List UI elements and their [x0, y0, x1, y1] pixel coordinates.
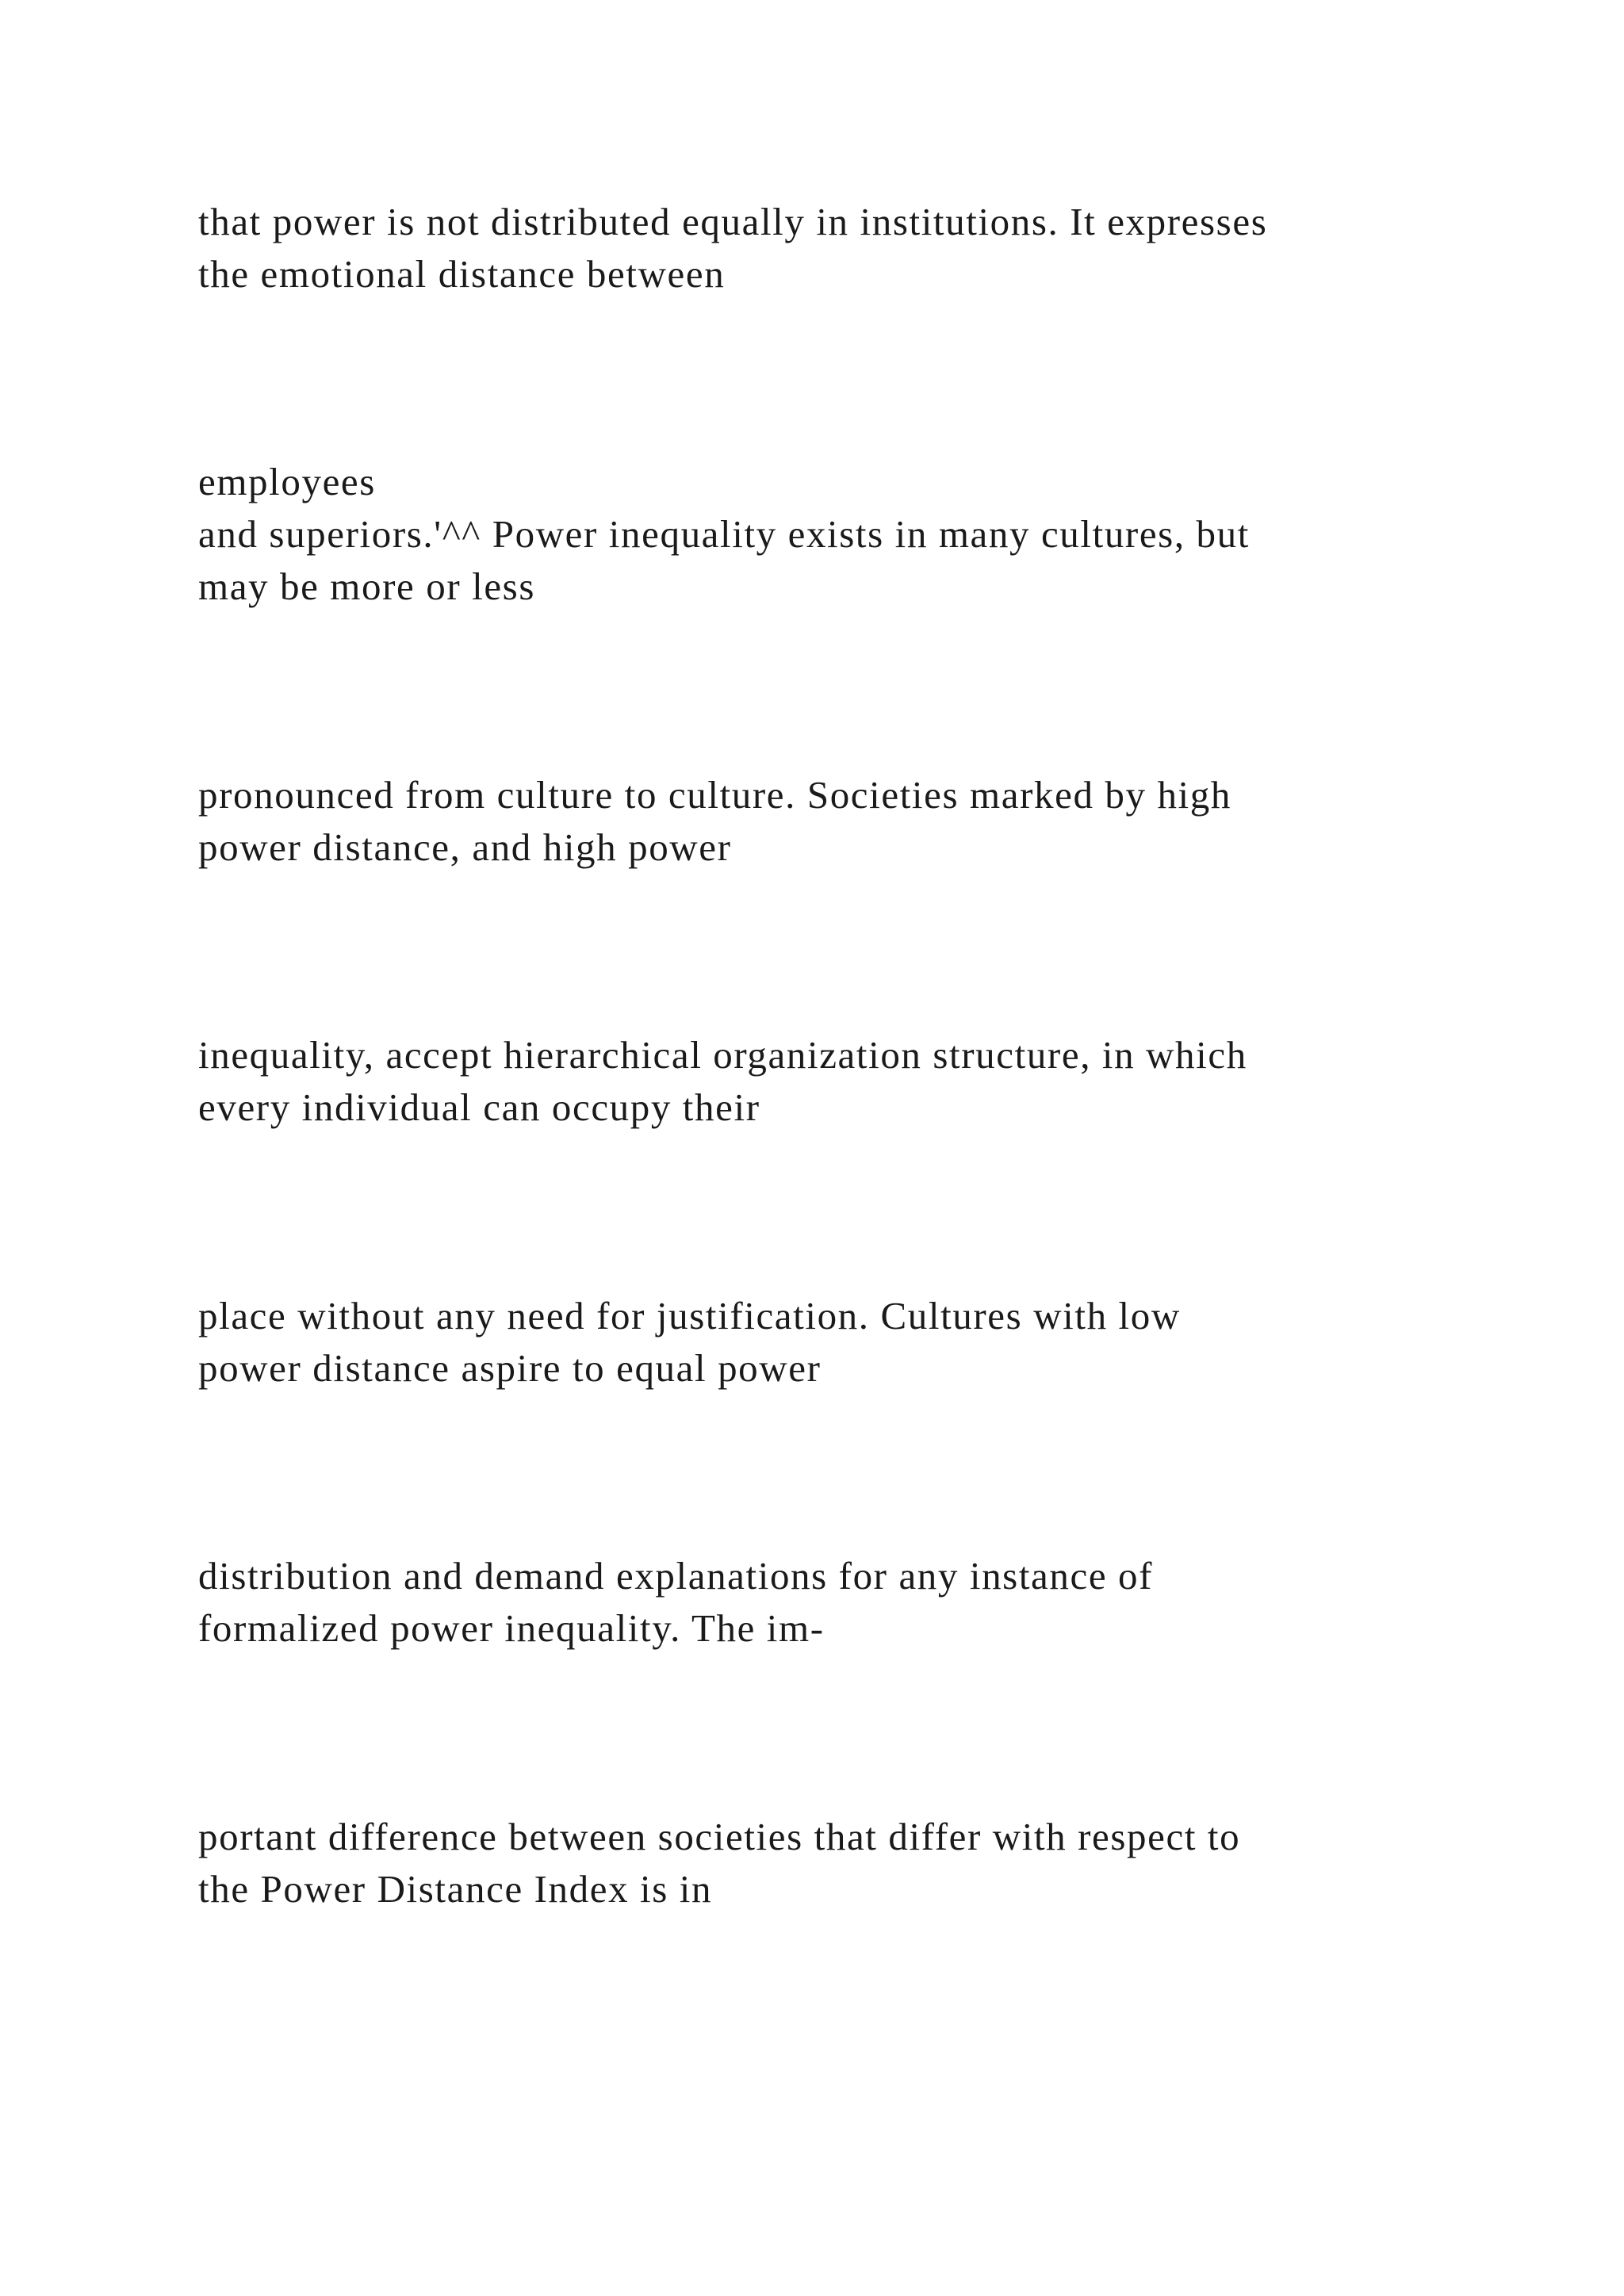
paragraph-line: formalized power inequality. The im-: [198, 1606, 825, 1650]
paragraph-line: employees: [198, 460, 376, 503]
paragraph-line: may be more or less: [198, 564, 536, 608]
paragraph-2: [198, 456, 1546, 613]
paragraph-line: power distance, and high power: [198, 825, 732, 869]
paragraph-4: [198, 1029, 1546, 1134]
paragraph-5: [198, 1290, 1546, 1395]
paragraph-7: [198, 1811, 1546, 1915]
paragraph-6: [198, 1550, 1546, 1655]
paragraph-line: the emotional distance between: [198, 252, 726, 296]
paragraph-line: and superiors.'^^ Power inequality exists in many cultures, but: [198, 512, 1250, 556]
paragraph-line: place without any need for justification. Cultures with low: [198, 1294, 1181, 1337]
paragraph-line: portant difference between societies that differ with respect to: [198, 1815, 1241, 1858]
paragraph-line: power distance aspire to equal power: [198, 1346, 822, 1390]
paragraph-line: that power is not distributed equally in institutions. It expresses: [198, 200, 1268, 243]
paragraph-line: inequality, accept hierarchical organization structure, in which: [198, 1033, 1247, 1077]
paragraph-1: [198, 196, 1546, 300]
paragraph-line: pronounced from culture to culture. Societies marked by high: [198, 773, 1231, 817]
paragraph-3: [198, 769, 1546, 874]
paragraph-line: the Power Distance Index is in: [198, 1867, 713, 1911]
paragraph-line: every individual can occupy their: [198, 1085, 760, 1129]
paragraph-line: distribution and demand explanations for any instance of: [198, 1554, 1154, 1598]
